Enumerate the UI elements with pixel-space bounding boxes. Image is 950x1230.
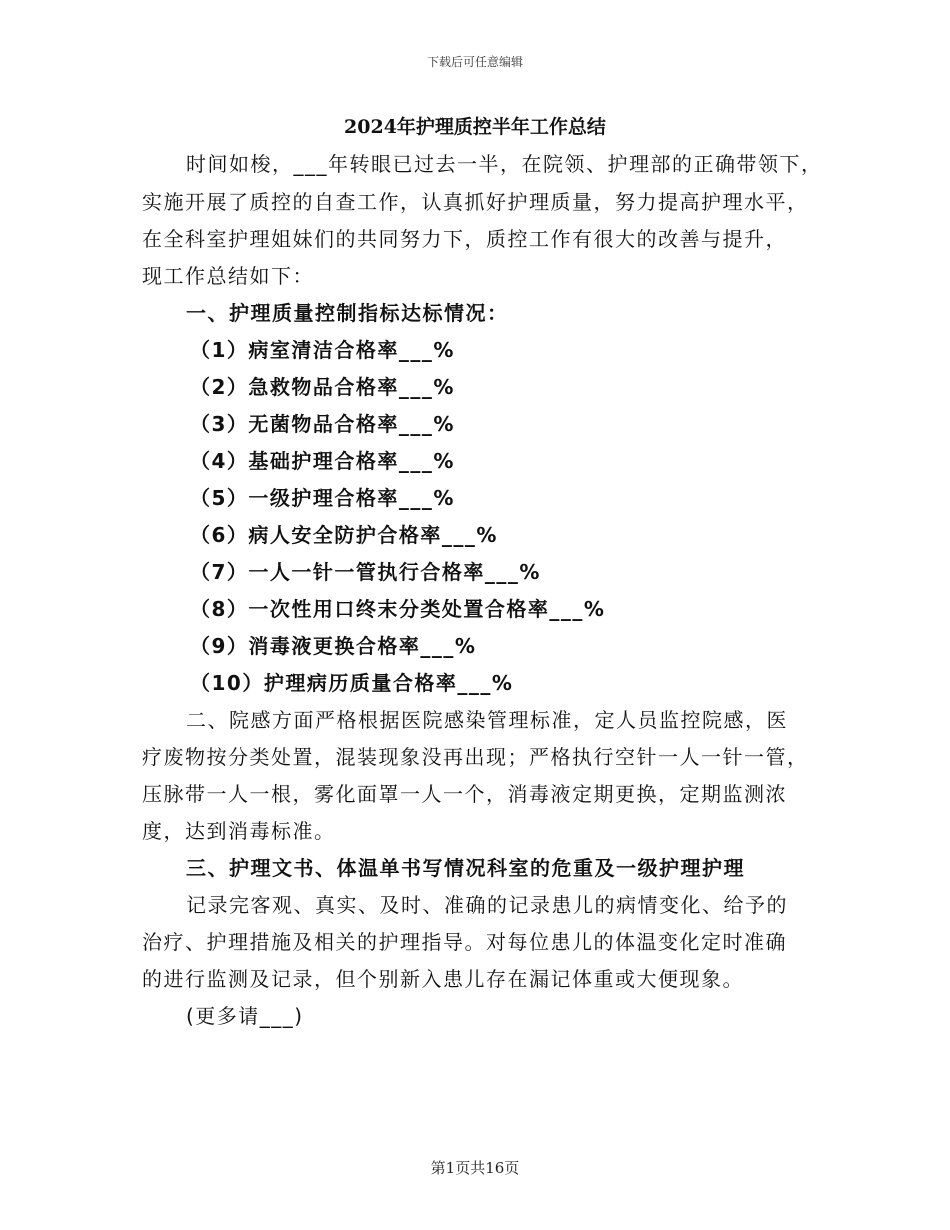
indicator-item: （6）病人安全防护合格率___% xyxy=(190,523,498,547)
section-2-line-2: 疗废物按分类处置，混装现象没再出现；严格执行空针一人一针一管， xyxy=(142,745,809,769)
indicator-item: （4）基础护理合格率___% xyxy=(190,449,455,473)
section-3-line-2: 治疗、护理措施及相关的护理指导。对每位患儿的体温变化定时准确 xyxy=(142,930,787,954)
section-2-line-3: 压脉带一人一根，雾化面罩一人一个，消毒液定期更换，定期监测浓 xyxy=(142,782,787,806)
indicator-item: （9）消毒液更换合格率___% xyxy=(190,634,477,658)
more-link-text: (更多请___) xyxy=(186,1004,304,1028)
intro-line-3: 在全科室护理姐妹们的共同努力下，质控工作有很大的改善与提升， xyxy=(142,227,787,251)
indicator-item: （5）一级护理合格率___% xyxy=(190,486,455,510)
page-header: 下载后可任意编辑 xyxy=(426,55,523,69)
indicator-item: （8）一次性用口终末分类处置合格率___% xyxy=(190,597,606,621)
document-title: 2024年护理质控半年工作总结 xyxy=(344,116,606,138)
indicator-item: （1）病室清洁合格率___% xyxy=(190,338,455,362)
page-number: 第1页共16页 xyxy=(430,1159,520,1177)
section-2-line-4: 度，达到消毒标准。 xyxy=(142,819,336,843)
section-2-line-1: 二、院感方面严格根据医院感染管理标准，定人员监控院感，医 xyxy=(186,708,788,732)
indicator-item: （3）无菌物品合格率___% xyxy=(190,412,455,436)
indicator-item: （2）急救物品合格率___% xyxy=(190,375,455,399)
indicator-item: （10）护理病历质量合格率___% xyxy=(190,671,514,695)
section-3-line-3: 的进行监测及记录，但个别新入患儿存在漏记体重或大便现象。 xyxy=(142,967,744,991)
intro-line-1: 时间如梭，___年转眼已过去一半，在院领、护理部的正确带领下， xyxy=(186,152,823,176)
indicator-item: （7）一人一针一管执行合格率___% xyxy=(190,560,541,584)
section-3-line-1: 记录完客观、真实、及时、准确的记录患儿的病情变化、给予的 xyxy=(186,893,788,917)
intro-line-2: 实施开展了质控的自查工作，认真抓好护理质量，努力提高护理水平， xyxy=(142,190,809,214)
section-3-heading: 三、护理文书、体温单书写情况科室的危重及一级护理护理 xyxy=(186,856,745,880)
section-1-heading: 一、护理质量控制指标达标情况： xyxy=(186,301,509,325)
intro-line-4: 现工作总结如下： xyxy=(142,264,314,288)
